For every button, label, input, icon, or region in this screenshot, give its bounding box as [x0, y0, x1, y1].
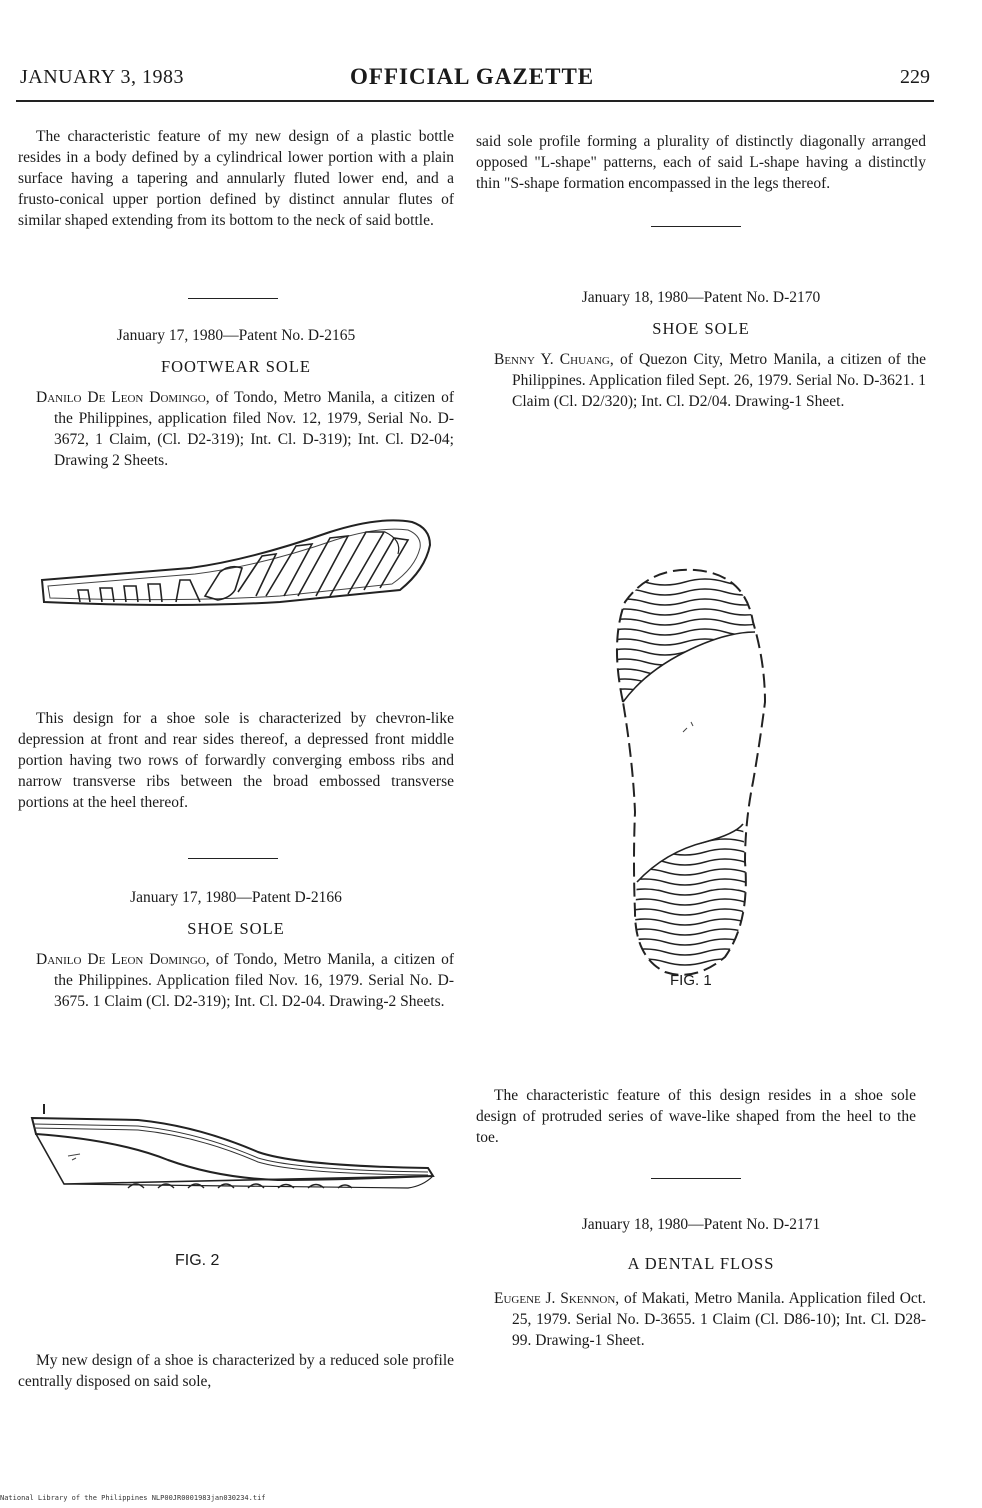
inventor-block [476, 1288, 926, 1351]
issue-date: JANUARY 3, 1983 [20, 66, 184, 88]
inventor-details: of Tondo, Metro Manila, a citizen of the Philippines, application filed Nov. 12, 1979, Serial No. D-3672, 1 Claim, (Cl. D2-319); Int. Cl. D-319); Int. Cl. D2-04; Drawing 2 Sheets. [54, 389, 455, 469]
entry-d2170 [476, 287, 926, 412]
description: This design for a shoe sole is characterized by chevron-like depression at front and rear sides thereof, a depressed front middle portion having two rows of forwardly converging emboss ribs and narrow transverse ribs between the broad embossed transverse portions at the heel thereof. [18, 710, 454, 811]
entry-dateline: January 18, 1980—Patent No. D-2171 [581, 1216, 821, 1233]
entry-d2166-description [18, 1350, 454, 1392]
header-rule [16, 100, 934, 102]
continuation-paragraph: said sole profile forming a plurality of distinctly diagonally arranged opposed "L-shape" patterns, each of said L-shape having a distinctly thin "S-shape formation encompassed in the legs thereof. [476, 133, 926, 192]
entry-title: FOOTWEAR SOLE [160, 357, 312, 376]
inventor-details: of Quezon City, Metro Manila, a citizen of the Philippines. Application filed Sept. 26, 1979. Serial No. D-3621. 1 Claim (Cl. D2/320); Int. Cl. D2/04. Drawing-1 Sheet. [512, 351, 926, 410]
inventor-block [18, 949, 454, 1012]
separator-2 [18, 858, 454, 859]
entry-d2165 [18, 325, 454, 471]
description: My new design of a shoe is characterized by a reduced sole profile centrally disposed on said sole, [18, 1352, 454, 1390]
entry-d2165-description [18, 708, 454, 813]
entry-d2170-description [476, 1085, 916, 1148]
entry-dateline: January 17, 1980—Patent No. D-2165 [116, 327, 356, 344]
inventor-block [18, 387, 454, 471]
right-continuation [476, 131, 926, 194]
footwear-sole-drawing [30, 510, 445, 620]
page-number: 229 [900, 66, 930, 88]
shoe-sole-plan-drawing [605, 562, 785, 1002]
inventor-name: Danilo De Leon Domingo, [36, 389, 210, 406]
inventor-details: of Makati, Metro Manila. Application filed Oct. 25, 1979. Serial No. D-3655. 1 Claim (Cl. D86-10); Int. Cl. D28-99. Drawing-1 Sheet. [512, 1290, 926, 1349]
inventor-name: Danilo De Leon Domingo, [36, 951, 210, 968]
entry-dateline: January 17, 1980—Patent D-2166 [130, 889, 342, 906]
entry-title: SHOE SOLE [187, 919, 285, 938]
description: The characteristic feature of this design resides in a shoe sole design of protruded series of wave-like shaped from the heel to the toe. [476, 1087, 916, 1146]
left-column [18, 126, 454, 231]
entry-title: SHOE SOLE [652, 319, 750, 338]
entry-d2166 [18, 887, 454, 1012]
figure-1-label: FIG. 1 [670, 972, 712, 989]
inventor-name: Benny Y. Chuang, [494, 351, 614, 368]
figure-2-label: FIG. 2 [175, 1252, 220, 1269]
page-header [20, 64, 930, 94]
separator-1 [18, 298, 454, 299]
entry-title: A DENTAL FLOSS [627, 1254, 775, 1273]
entry-d2171 [476, 1214, 926, 1351]
bottle-paragraph: The characteristic feature of my new design of a plastic bottle resides in a body defined by a cylindrical lower portion with a plain surface having a tapering and annularly fluted lower end, and a frusto-conical upper portion defined by distinct annular flutes of similar shaped extending from its bottom to the neck of said bottle. [18, 128, 454, 229]
inventor-name: Eugene J. Skennon, [494, 1290, 620, 1307]
entry-dateline: January 18, 1980—Patent No. D-2170 [581, 289, 821, 306]
inventor-block [476, 349, 926, 412]
shoe-sole-profile-drawing [28, 1100, 438, 1205]
publication-title: OFFICIAL GAZETTE [350, 64, 595, 89]
separator-3 [476, 226, 926, 227]
separator-4 [476, 1178, 926, 1179]
scan-source-footer: National Library of the Philippines NLP00JR0001983jan030234.tif [0, 1494, 266, 1502]
inventor-details: of Tondo, Metro Manila, a citizen of the Philippines. Application filed Nov. 16, 1979. Serial No. D-3675. 1 Claim (Cl. D2-319); Int. Cl. D2-04. Drawing-2 Sheets. [54, 951, 455, 1010]
